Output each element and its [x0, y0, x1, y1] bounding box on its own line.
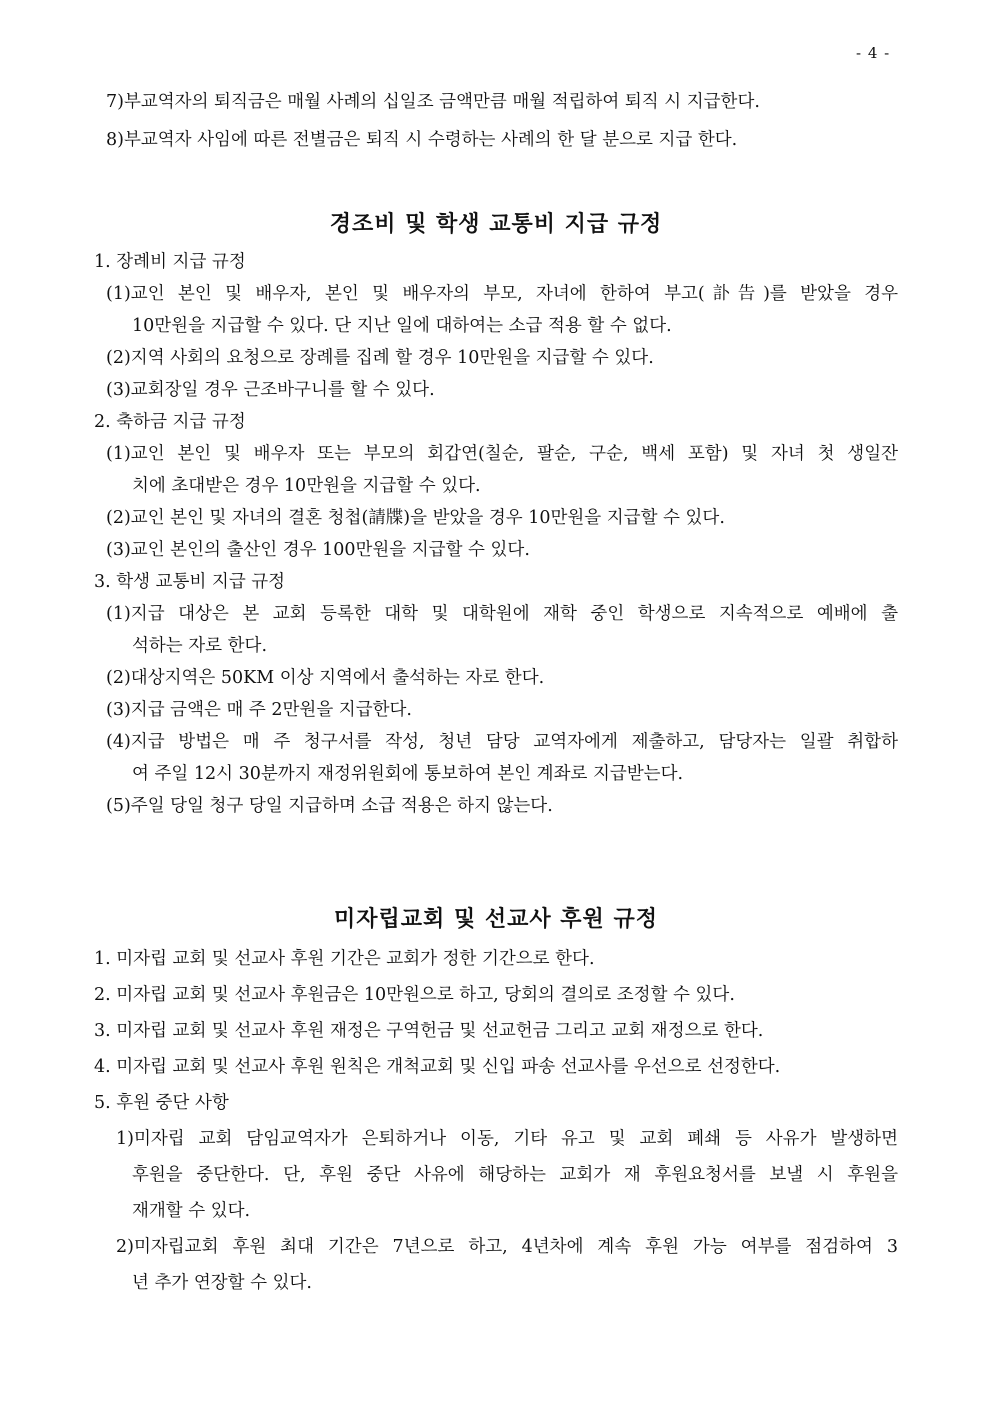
support-sub-1-cont-a: 후원을 중단한다. 단, 후원 중단 사유에 해당하는 교회가 재 후원요청서를 보낼 시 후원을	[132, 1165, 898, 1185]
congrats-heading: 2. 축하금 지급 규정	[94, 412, 246, 432]
support-item-3: 3. 미자립 교회 및 선교사 후원 재정은 구역헌금 및 선교헌금 그리고 교회 재정으로 한다.	[94, 1021, 764, 1041]
congrats-item-2: (2)교인 본인 및 자녀의 결혼 청첩(請牒)을 받았을 경우 10만원을 지급할 수 있다.	[106, 508, 725, 528]
transport-item-5: (5)주일 당일 청구 당일 지급하며 소급 적용은 하지 않는다.	[106, 796, 553, 816]
funeral-item-1-cont: 10만원을 지급할 수 있다. 단 지난 일에 대하여는 소급 적용 할 수 없다.	[132, 316, 672, 336]
page-number: - 4 -	[856, 44, 891, 62]
intro-item-8: 8)부교역자 사임에 따른 전별금은 퇴직 시 수령하는 사례의 한 달 분으로 지급 한다.	[106, 130, 738, 150]
congrats-item-3: (3)교인 본인의 출산인 경우 100만원을 지급할 수 있다.	[106, 540, 530, 560]
transport-heading: 3. 학생 교통비 지급 규정	[94, 572, 286, 592]
support-sub-1-cont-b: 재개할 수 있다.	[132, 1201, 251, 1221]
congrats-item-1: (1)교인 본인 및 배우자 또는 부모의 회갑연(칠순, 팔순, 구순, 백세 포함) 및 자녀 첫 생일잔	[106, 444, 898, 464]
congrats-item-1-cont: 치에 초대받은 경우 10만원을 지급할 수 있다.	[132, 476, 481, 496]
transport-item-1: (1)지급 대상은 본 교회 등록한 대학 및 대학원에 재학 중인 학생으로 지속적으로 예배에 출	[106, 604, 898, 624]
funeral-item-2: (2)지역 사회의 요청으로 장례를 집례 할 경우 10만원을 지급할 수 있다.	[106, 348, 654, 368]
transport-item-1-cont: 석하는 자로 한다.	[132, 636, 268, 656]
support-sub-1: 1)미자립 교회 담임교역자가 은퇴하거나 이동, 기타 유고 및 교회 폐쇄 등 사유가 발생하면	[116, 1129, 898, 1149]
transport-item-4: (4)지급 방법은 매 주 청구서를 작성, 청년 담당 교역자에게 제출하고, 담당자는 일괄 취합하	[106, 732, 898, 752]
support-sub-2-cont: 년 추가 연장할 수 있다.	[132, 1273, 312, 1293]
support-item-2: 2. 미자립 교회 및 선교사 후원금은 10만원으로 하고, 당회의 결의로 조정할 수 있다.	[94, 985, 735, 1005]
section-title-condolence-transport: 경조비 및 학생 교통비 지급 규정	[329, 212, 663, 237]
intro-item-7: 7)부교역자의 퇴직금은 매월 사례의 십일조 금액만큼 매월 적립하여 퇴직 시 지급한다.	[106, 92, 760, 112]
section-title-mission-support: 미자립교회 및 선교사 후원 규정	[334, 907, 658, 932]
transport-item-2: (2)대상지역은 50KM 이상 지역에서 출석하는 자로 한다.	[106, 668, 545, 688]
support-item-4: 4. 미자립 교회 및 선교사 후원 원칙은 개척교회 및 신입 파송 선교사를 우선으로 선정한다.	[94, 1057, 781, 1077]
funeral-heading: 1. 장례비 지급 규정	[94, 252, 246, 272]
support-item-1: 1. 미자립 교회 및 선교사 후원 기간은 교회가 정한 기간으로 한다.	[94, 949, 595, 969]
support-item-5-heading: 5. 후원 중단 사항	[94, 1093, 229, 1113]
funeral-item-1: (1)교인 본인 및 배우자, 본인 및 배우자의 부모, 자녀에 한하여 부고(訃告)를 받았을 경우	[106, 284, 898, 304]
transport-item-4-cont: 여 주일 12시 30분까지 재정위원회에 통보하여 본인 계좌로 지급받는다.	[132, 764, 684, 784]
funeral-item-3: (3)교회장일 경우 근조바구니를 할 수 있다.	[106, 380, 435, 400]
transport-item-3: (3)지급 금액은 매 주 2만원을 지급한다.	[106, 700, 412, 720]
support-sub-2: 2)미자립교회 후원 최대 기간은 7년으로 하고, 4년차에 계속 후원 가능 여부를 점검하여 3	[116, 1237, 898, 1257]
